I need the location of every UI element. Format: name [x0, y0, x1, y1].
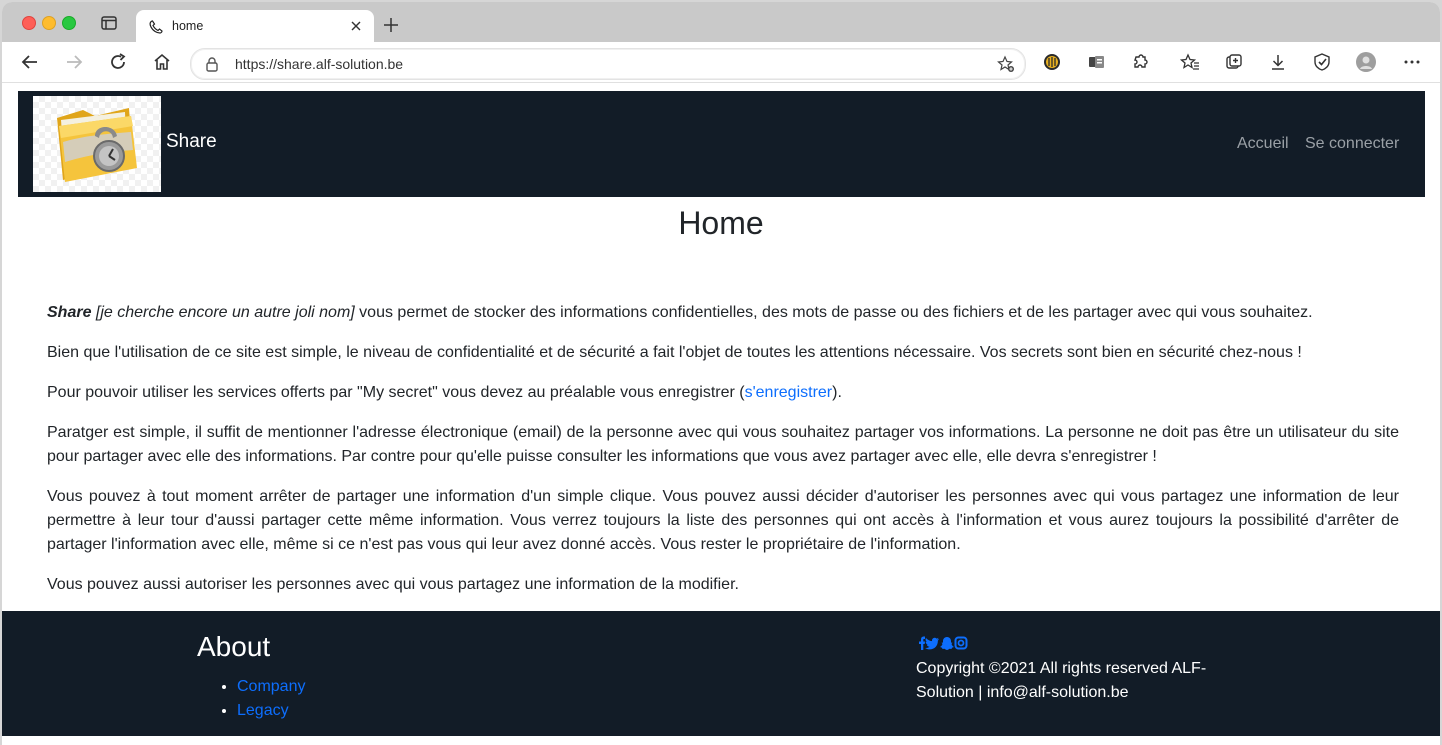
web-page [2, 83, 1440, 745]
about-item-company [237, 675, 305, 699]
add-favorite-icon[interactable] [997, 55, 1015, 73]
forward-icon[interactable] [64, 52, 84, 72]
reader-extension-icon[interactable] [1086, 52, 1106, 72]
sharing-paragraph: Paratger est simple, il suffit de mentionner l'adresse électronique (email) de la personne avec qui vous souhaitez partager vos informations. La personne ne doit pas être un utilisateur du site pour partager avec elle des informations. Par contre pour qu'elle puisse consulter les informations que vous avez partager avec elle, elle devra s'enregistrer ! [47, 424, 1399, 465]
page-bottom [2, 736, 1440, 745]
brand-aside: [je cherche encore un autre joli nom] [91, 304, 355, 321]
more-menu-icon[interactable] [1402, 52, 1422, 72]
phone-favicon-icon [148, 19, 164, 35]
security-paragraph: Bien que l'utilisation de ce site est simple, le niveau de confidentialité et de sécurité a fait l'objet de toutes les attentions nécessaire. Vos secrets sont bien en sécurité chez-nous ! [47, 344, 1302, 361]
about-title: About [197, 631, 271, 662]
url-text[interactable]: https://share.alf-solution.be [235, 56, 404, 72]
minimize-window-button[interactable] [42, 16, 56, 30]
site-logo[interactable] [33, 96, 161, 192]
copyright-text: Copyright ©2021 All rights reserved ALF-Solution | info@alf-solution.be [916, 660, 1207, 701]
extensions-icon[interactable] [1130, 52, 1150, 72]
reload-icon[interactable] [108, 52, 128, 72]
download-icon[interactable] [1268, 52, 1288, 72]
nav-link-accueil[interactable]: Accueil [1237, 135, 1289, 152]
instagram-icon[interactable] [956, 638, 967, 649]
maximize-window-button[interactable] [62, 16, 76, 30]
back-icon[interactable] [20, 52, 40, 72]
address-bar[interactable] [190, 48, 1026, 80]
register-text: Pour pouvoir utiliser les services offerts par "My secret" vous devez au préalable vous enregistrer ( [47, 384, 745, 401]
home-icon[interactable] [152, 52, 172, 72]
favorites-icon[interactable] [1180, 52, 1200, 72]
site-footer [2, 611, 1440, 736]
lock-icon[interactable] [205, 56, 219, 72]
performance-icon[interactable] [1312, 52, 1332, 72]
extension-badge-icon[interactable] [1042, 52, 1062, 72]
browser-window [2, 2, 1440, 745]
social-icons [916, 636, 968, 650]
legacy-link[interactable]: Legacy [237, 702, 289, 719]
browser-toolbar [2, 42, 1440, 83]
tab-title: home [172, 19, 204, 33]
new-tab-icon[interactable] [382, 16, 400, 34]
register-link[interactable]: s'enregistrer [744, 384, 833, 401]
page-content [47, 301, 1399, 613]
page-title: Home [678, 205, 764, 241]
modify-paragraph: Vous pouvez aussi autoriser les personnes avec qui vous partagez une information de la modifier. [47, 576, 739, 593]
register-paragraph [47, 381, 1399, 405]
company-link[interactable]: Company [237, 678, 306, 695]
snapchat-icon[interactable] [940, 637, 954, 650]
brand-mention: Share [47, 304, 92, 321]
locked-folder-icon [33, 96, 161, 192]
nav-link-se-connecter[interactable]: Se connecter [1305, 135, 1400, 152]
intro-paragraph [47, 301, 1399, 325]
site-navbar [18, 91, 1425, 197]
close-tab-icon[interactable] [348, 18, 364, 34]
register-text-end: ). [832, 384, 842, 401]
collections-icon[interactable] [1224, 52, 1244, 72]
profile-avatar-icon[interactable] [1356, 52, 1376, 72]
navbar-brand[interactable]: Share [166, 131, 217, 152]
close-window-button[interactable] [22, 16, 36, 30]
facebook-icon[interactable] [919, 637, 925, 651]
tab-bar [2, 2, 1440, 42]
browser-tab[interactable] [136, 10, 374, 42]
stop-sharing-paragraph: Vous pouvez à tout moment arrêter de partager une information d'un simple clique. Vous pouvez aussi décider d'autoriser les personnes avec qui vous partagez une information de leur permettre à leur tour d'aussi partager cette même information. Vous verrez toujours la liste des personnes qui ont accès à l'information et vous aurez toujours la possibilité d'arrêter de partager l'information avec elle, même si ce n'est pas vous qui leur avez donné accès. Vous rester le propriétaire de l'information. [47, 488, 1399, 553]
tab-actions-icon[interactable] [100, 14, 118, 32]
intro-text: vous permet de stocker des informations confidentielles, des mots de passe ou des fichiers et de les partager avec qui vous souhaitez. [354, 304, 1313, 321]
about-links [197, 675, 305, 723]
about-item-legacy [237, 699, 305, 723]
twitter-icon[interactable] [925, 638, 939, 650]
